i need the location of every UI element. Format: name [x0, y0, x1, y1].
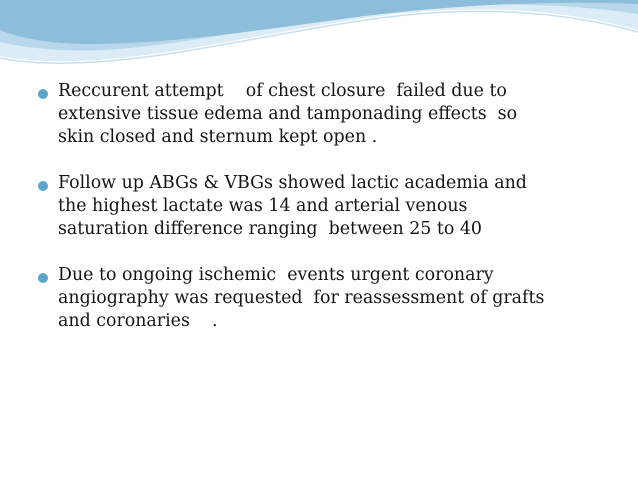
header-wave-decoration	[0, 0, 638, 78]
bullet-item	[36, 80, 616, 149]
bullet-dot-icon	[38, 273, 48, 283]
bullet-text: Reccurent attempt of chest closure failed due to extensive tissue edema and tamponading effects so skin closed and sternum kept open .	[58, 81, 518, 147]
bullet-text: Due to ongoing ischemic events urgent coronary angiography was requested for reassessment of grafts and coronaries .	[58, 265, 545, 331]
bullet-text: Follow up ABGs & VBGs showed lactic academia and the highest lactate was 14 and arterial venous saturation difference ranging between 25 to 40	[58, 173, 527, 239]
bullet-dot-icon	[38, 89, 48, 99]
bullet-item	[36, 172, 616, 241]
bullet-dot-icon	[38, 181, 48, 191]
bullet-item	[36, 264, 616, 333]
bullet-list	[36, 80, 616, 356]
